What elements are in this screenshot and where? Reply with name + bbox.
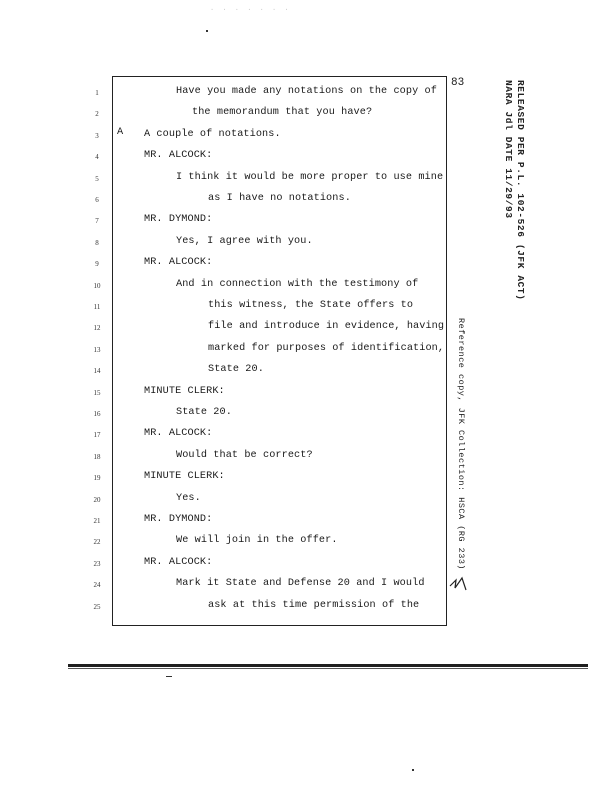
faint-header-text: . . . . . . . — [210, 5, 291, 13]
line-number: 18 — [93, 452, 101, 461]
transcript-line: Mark it State and Defense 20 and I would — [176, 578, 425, 590]
transcript-line: MR. DYMOND: — [144, 214, 213, 226]
transcript-line: I think it would be more proper to use mine — [176, 171, 444, 183]
transcript-line: MINUTE CLERK: — [144, 385, 225, 397]
transcript-line: And in connection with the testimony of — [176, 278, 419, 290]
speck — [412, 769, 414, 771]
line-number: 7 — [95, 217, 99, 226]
line-number: 11 — [93, 303, 101, 311]
answer-marker: A — [117, 127, 124, 138]
transcript-line: marked for purposes of identification, — [208, 342, 445, 354]
line-number: 2 — [95, 110, 99, 119]
transcript-line: Yes, I agree with you. — [176, 235, 313, 247]
line-number: 21 — [93, 517, 101, 525]
transcript-line: State 20. — [176, 407, 232, 418]
transcript-line: MR. DYMOND: — [144, 514, 213, 525]
line-number: 25 — [93, 602, 101, 611]
transcript-line: A couple of notations. — [144, 128, 281, 140]
transcript-line: as I have no notations. — [208, 193, 351, 204]
line-number: 12 — [93, 324, 101, 333]
line-number: 13 — [93, 345, 101, 354]
stamp-line-2: NARA Jdl DATE 11/29/93 — [503, 80, 514, 219]
transcript-line: file and introduce in evidence, having — [208, 321, 445, 333]
transcript-line: MR. ALCOCK: — [144, 556, 213, 568]
line-number: 24 — [93, 581, 101, 590]
bottom-rule — [68, 664, 588, 667]
line-number: 4 — [95, 153, 99, 162]
transcript-line: State 20. — [208, 364, 264, 376]
page-number: 83 — [451, 77, 465, 89]
transcript-line: Yes. — [176, 492, 201, 504]
transcript-line: the memorandum that you have? — [192, 107, 373, 119]
transcript-line: MR. ALCOCK: — [144, 428, 213, 440]
line-number: 23 — [93, 559, 101, 568]
transcript-line: MR. ALCOCK: — [144, 257, 213, 269]
transcript-line: Have you made any notations on the copy of — [176, 86, 437, 97]
transcript-line: We will join in the offer. — [176, 535, 338, 547]
speck — [206, 30, 208, 32]
line-number: 10 — [93, 281, 101, 290]
line-number: 1 — [95, 89, 99, 97]
line-number: 14 — [93, 367, 101, 376]
transcript-line: ask at this time permission of the — [208, 599, 420, 611]
reference-copy-label: Reference copy, JFK Collection: HSCA (RG 233) — [456, 318, 466, 571]
line-number: 3 — [95, 131, 99, 140]
handwritten-mark — [448, 572, 468, 592]
line-number: 8 — [95, 238, 99, 247]
line-number: 17 — [93, 431, 101, 440]
bottom-rule-thin — [68, 668, 588, 669]
declassification-stamp — [478, 80, 538, 301]
transcript-line: MINUTE CLERK: — [144, 471, 225, 483]
line-number: 16 — [93, 410, 101, 418]
line-number: 15 — [93, 388, 101, 397]
speck — [166, 676, 172, 677]
handwritten-mark-icon — [448, 572, 468, 592]
line-number: 22 — [93, 538, 101, 547]
line-number: 6 — [95, 196, 99, 204]
line-number: 20 — [93, 495, 101, 504]
line-number: 19 — [93, 474, 101, 483]
transcript-line: Would that be correct? — [176, 449, 313, 461]
stamp-line-1: RELEASED PER P.L. 102-526 (JFK ACT) — [515, 80, 526, 301]
transcript-line: this witness, the State offers to — [208, 300, 414, 311]
transcript-line: MR. ALCOCK: — [144, 150, 213, 162]
line-number: 9 — [95, 260, 99, 269]
line-number: 5 — [95, 174, 99, 183]
